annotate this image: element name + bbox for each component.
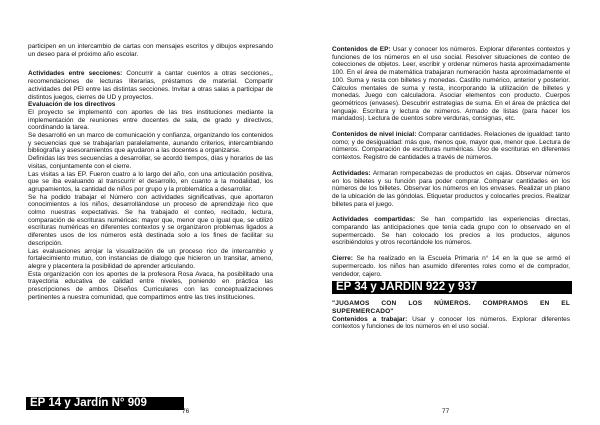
contenidos-ni-paragraph: Contenidos de nivel inicial: Comparar cantidades. Relaciones de igualdad: tanto como; y de desigualdad: más que, menos que, mayor que, menor que. Lectura de números. Comparación de escrituras numéricas. Uso de escrituras en diferentes contextos. Registro de cantidades a través de números.	[332, 131, 570, 162]
body-paragraph-5: Las evaluaciones arrojar la visualización de un proceso rico de intercambio y fortalecimiento mutuo, con instancias de dialogo que hicieron un transitar, ameno, alegre y placentera la posibilidad de aprender articulando.	[28, 247, 273, 270]
body-paragraph-4: Se ha podido trabajar el Número con actividades significativas, que aportaron conocimientos a los niños, desarrollándose un proceso de aprendizaje rico que colmo nuestras expectativas. Se ha trabajado el conteo, recitado, lectura, comparación de escrituras numéricas: mayor que, menor que o igual que, se utilizó escrituras numéricas en diferentes contextos y se organizaron problemas ligados a diferentes usos de los números está destinada solo a los fines de facilitar su descripción.	[28, 193, 273, 247]
page-number-left: 76	[182, 408, 190, 415]
actividades-right-label: Actividades:	[332, 169, 371, 177]
contenidos-ep-label: Contenidos de EP:	[332, 46, 391, 53]
actividades-text: Concurrir a cantar cuentos a otras secciones,, recomendaciones de lecturas literarias, préstamos de material. Compartir actividades del PEI entre las distintas secciones. Invitar a otras salas a participar de distintos juegos, cierres de UD y proyectos.	[28, 70, 273, 101]
body-paragraph-1: Se desarrolló en un marco de comunicación y confianza, organizando los contenidos y secuencias que se trabajarían paralelamente, aunando criterios, intercambiando bibliografía y asesoramientos que ayudaron a las docentes a organizarse.	[28, 132, 273, 155]
actividades-right-paragraph: Actividades: Armaran rompecabezas de productos en cajas. Observar números en los billetes y su función para poder comprar. Comparar cantidades en los números de los billetes. Observar los números en los envases. Realizar un plano de la ubicación de las góndolas. Etiquetar productos y colocarles precios. Realizar billetes para el juego.	[332, 169, 570, 208]
section-heading-ep14: EP 14 y Jardín N° 909	[26, 397, 184, 410]
compartidas-label: Actividades compartidas:	[332, 216, 416, 224]
jugamos-title: "JUGAMOS CON LOS NÚMEROS. COMPRAMOS EN EL SUPERMERCADO"	[332, 300, 570, 315]
section-heading-ep34: EP 34 y JARDÍN 922 y 937	[332, 281, 572, 294]
page-number-right: 77	[442, 408, 450, 415]
evaluacion-paragraph: El proyecto se implementó con aportes de las tres instituciones mediante la implementación de reuniones entre docentes de sala, de grado y directivos, coordinando la tarea.	[28, 108, 273, 132]
body-paragraph-3: Las visitas a las EP. Fueron cuatro a lo largo del año, con una articulación positiva, que se iba evaluando al transcurrir el desarrollo, en cuanto a la modalidad, los agrupamientos, la cantidad de niños por grupo y la problemática a desarrollar.	[28, 170, 273, 193]
intro-paragraph: participen en un intercambio de cartas con mensajes escritos y dibujos expresando un deseo para el próximo año escolar.	[28, 43, 273, 58]
cierre-label: Cierre:	[332, 255, 353, 263]
compartidas-paragraph: Actividades compartidas: Se han compartido las experiencias directas, comparando las anticipaciones que tenía cada grupo con lo observado en el supermercado. Se han colocado los precios a los productos, algunos escribiéndolos y otros recortándole los números.	[332, 216, 571, 247]
cierre-paragraph: Cierre: Se ha realizado en la Escuela Primaria n° 14 en la que se armó el supermercado. los niños han asumido diferentes roles como el de comprador, vendedor, cajero.	[332, 255, 570, 278]
actividades-label: Actividades entre secciones:	[28, 70, 123, 78]
evaluacion-title: Evaluación de los directivos	[28, 101, 116, 109]
body-paragraph-2: Definidas las tres secuencias a desarrollar, se acordó tiempos, días y horarios de las visitas, conjuntamente con el cierre.	[28, 155, 273, 170]
contenidos-ni-label: Contenidos de nivel inicial:	[332, 131, 417, 139]
body-paragraph-6: Esta organización con los aportes de la profesora Rosa Avaca, ha posibilitado una trayectoria educativa de calidad entre niveles, poniendo en práctica las prescripciones de ambos Diseños Curriculares con las conceptualizaciones pertinentes a nuestra comunidad, que compartimos entre las tres instituciones.	[28, 270, 273, 301]
contenidos-ep-paragraph: Contenidos de EP: Usar y conocer los números. Explorar diferentes contextos y funciones de los números en el uso social. Resolver situaciones de conteo de colecciones de objetos. Leer, escribir y ordenar números hasta aproximadamente 100. En el área de matemática trabajaran numeración hasta aproximadamente el 100. Suma y resta con billetes y monedas. Castillo numérico, anterior y posterior. Cálculos mentales de suma y resta, incorporando la utilización de billetes y monedas. Juego con calculadora. Asociar elementos con producto. Cuerpos geométricos (envases). Descubrir estrategias de suma. En el área de práctica del lenguaje. Escritura y lectura de números. Armado de listas (para hacer los mandados). Lectura de cuentos sobre verduras, consignas, etc.	[332, 46, 570, 123]
right-page	[300, 0, 600, 425]
contenidos-trabajar-label: Contenidos a trabajar:	[332, 315, 408, 323]
contenidos-trabajar-paragraph: Contenidos a trabajar: Usar y conocer los números. Explorar diferentes contextos y funciones de los números en el uso social.	[332, 315, 570, 331]
actividades-paragraph	[28, 70, 273, 101]
